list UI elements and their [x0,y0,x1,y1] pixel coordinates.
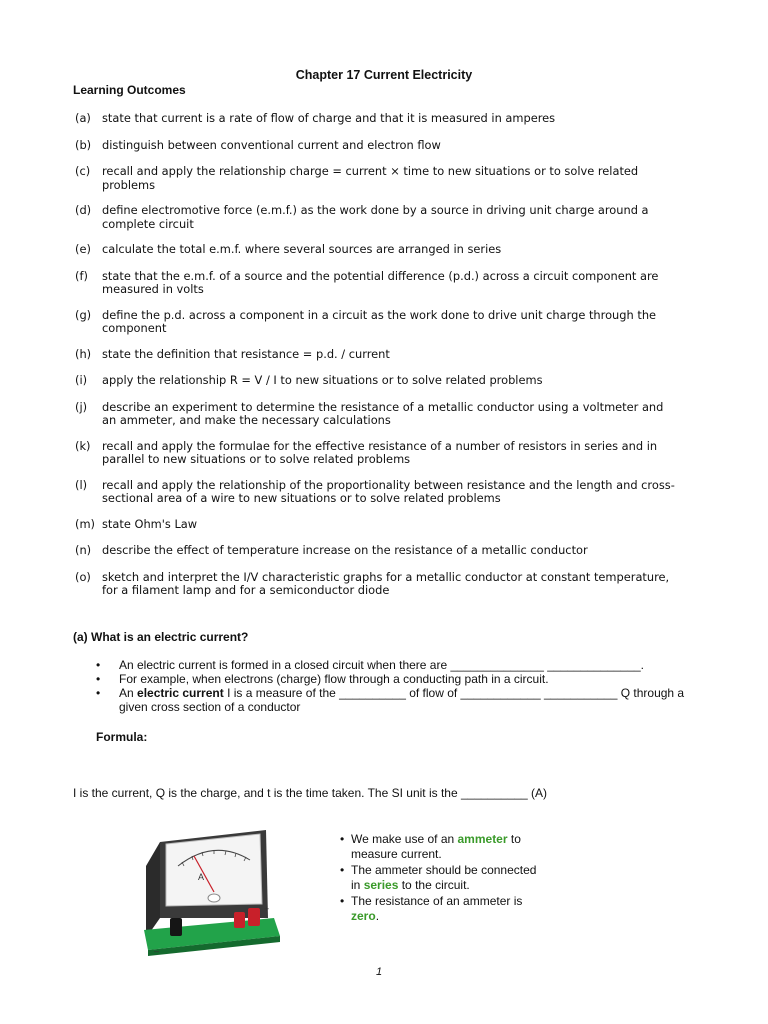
outcome-b [75,139,675,153]
outcome-label: (j) [75,399,88,414]
negative-terminal [170,918,182,936]
outcome-label: (l) [75,477,88,492]
bullet-text [119,686,696,714]
outcome-e [75,243,675,257]
outcome-label: (k) [75,438,91,453]
bullet-text-end: I is a measure of the __________ of flow of ____________ ___________ Q through a given cross section of a conductor [119,686,685,714]
note-text [351,863,540,893]
bullet-item [96,672,696,686]
bullet-icon: • [340,832,345,846]
outcome-a [75,112,675,126]
outcome-label: (c) [75,164,91,178]
bullet-text: An electric current is formed in a closed circuit when there are ______________ ______________. [119,658,645,672]
positive-terminal [248,908,260,926]
outcome-label: (a) [75,111,91,125]
outcome-c [75,165,675,192]
outcome-m [75,518,675,532]
outcome-d [75,204,675,231]
outcome-text: define the p.d. across a component in a circuit as the work done to drive unit charge through the component [102,307,657,335]
outcome-h [75,348,675,362]
ammeter-illustration [138,826,288,956]
outcome-text: sketch and interpret the I/V characteristic graphs for a metallic conductor at constant temperature, for a filament lamp and for a semiconductor diode [102,569,670,597]
note-text-end: to measure current. [351,832,521,861]
bullet-icon: • [340,863,345,877]
bullet-text: For example, when electrons (charge) flow through a conducting path in a circuit. [119,672,549,686]
bullet-icon: • [96,658,101,672]
outcome-text: describe an experiment to determine the resistance of a metallic conductor using a voltmeter and an ammeter, and make the necessary calculations [102,399,664,427]
outcome-label: (m) [75,516,95,531]
note-text-start: The ammeter should be connected in [351,863,537,892]
positive-terminal-2 [234,912,245,928]
bullet-icon: • [96,686,101,700]
outcome-label: (n) [75,543,92,557]
outcome-k [75,440,675,467]
note-text-end: . [375,909,380,923]
outcome-text: apply the relationship R = V / I to new situations or to solve related problems [102,373,543,387]
outcome-f [75,270,675,297]
outcome-text: recall and apply the relationship charge = current × time to new situations or to solve related problems [102,164,639,192]
plus-label: + [264,904,270,914]
section-a-bullets [96,658,696,714]
outcome-g [75,309,675,336]
outcome-text: state that current is a rate of flow of charge and that it is measured in amperes [102,111,556,125]
learning-outcomes-list [75,112,675,598]
note-text [351,894,540,924]
meter-dial-letter: A [198,872,205,882]
bullet-item [96,658,696,672]
outcome-label: (e) [75,242,91,256]
highlight-zero: zero [351,909,376,923]
bullet-icon: • [96,672,101,686]
section-a-heading: (a) What is an electric current? [73,630,249,644]
note-item [340,894,540,924]
page-title: Chapter 17 Current Electricity [295,68,473,82]
note-text [351,832,540,862]
outcome-label: (i) [75,373,88,387]
outcome-n [75,544,675,558]
note-text-start: The resistance of an ammeter is [351,894,523,908]
outcome-label: (f) [75,268,88,283]
meter-body-side [146,842,160,938]
outcome-i [75,374,675,388]
note-item [340,863,540,893]
formula-label: Formula: [96,730,148,744]
meter-zero-knob [208,894,220,902]
note-text-end: to the circuit. [398,878,470,892]
outcome-label: (h) [75,346,92,361]
outcome-label: (d) [75,203,92,217]
note-text-start: We make use of an [351,832,458,846]
outcome-text: recall and apply the relationship of the proportionality between resistance and the length and cross-sectional area of a wire to new situations or to solve related problems [102,477,675,505]
outcome-l [75,479,675,506]
minus-label: – [154,946,160,956]
bullet-item [96,686,696,714]
outcome-j [75,401,675,428]
note-item [340,832,540,862]
highlight-ammeter: ammeter [457,832,508,846]
outcome-text: state Ohm's Law [102,516,198,531]
outcome-o [75,571,675,598]
outcome-text: describe the effect of temperature increase on the resistance of a metallic conductor [102,543,588,557]
outcome-text: state that the e.m.f. of a source and the potential difference (p.d.) across a circuit component are measured in volts [102,268,659,296]
outcome-text: define electromotive force (e.m.f.) as the work done by a source in driving unit charge around a complete circuit [102,203,649,231]
outcome-label: (g) [75,307,92,322]
outcome-text: state the definition that resistance = p.d. / current [102,346,390,361]
outcome-label: (o) [75,569,91,584]
bullet-text-start: An [119,686,138,700]
ammeter-notes [340,832,540,925]
page-number: 1 [376,966,383,978]
outcome-text: calculate the total e.m.f. where several sources are arranged in series [102,242,502,256]
outcome-text: distinguish between conventional current and electron flow [102,137,441,152]
outcome-label: (b) [75,137,92,152]
bullet-icon: • [340,894,345,908]
highlight-series: series [363,878,399,892]
learning-outcomes-heading: Learning Outcomes [73,83,186,97]
outcome-text: recall and apply the formulae for the effective resistance of a number of resistors in series and in parallel to new situations or to solve related problems [102,438,658,466]
si-unit-line: I is the current, Q is the charge, and t is the time taken. The SI unit is the __________ (A) [73,786,548,800]
bullet-bold-term: electric current [137,686,224,700]
